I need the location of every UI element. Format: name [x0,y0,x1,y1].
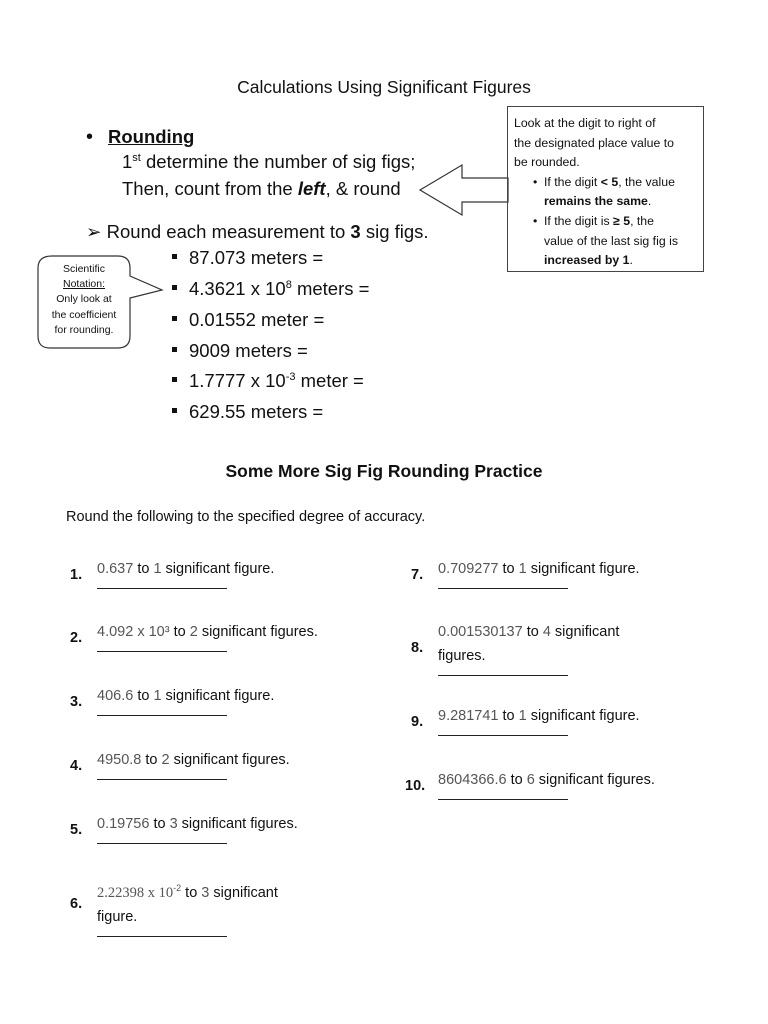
measurement-item: 87.073 meters = [172,247,323,269]
measurement-item: 9009 meters = [172,340,308,362]
callout-text: Scientific Notation: Only look at the coefficient for rounding. [51,263,117,336]
tip-arrow [418,163,510,219]
practice-heading: Some More Sig Fig Rounding Practice [225,461,543,481]
answer-blank[interactable] [97,936,227,937]
answer-blank[interactable] [97,843,227,844]
rounding-tip-box [507,106,704,272]
arrow-bullet-icon: ➢ [86,221,102,242]
measurement-item: 4.3621 x $10^8$ meters = [172,278,369,300]
answer-blank[interactable] [97,651,227,652]
rounding-heading: Rounding [108,126,195,147]
answer-blank[interactable] [97,715,227,716]
measurement-item: 629.55 meters = [172,401,323,423]
rounding-bullet: • [86,126,94,148]
measurement-item: 1.7777 x $10^{-3}$ meter = [172,370,364,392]
page-title: Calculations Using Significant Figures [237,77,531,97]
answer-blank[interactable] [97,588,227,589]
measurement-item: 0.01552 meter = [172,309,324,331]
rounding-step-2: Then, count from the left, & round [122,178,401,199]
tip-intro-1: Look at the digit to right of [514,116,656,130]
tip-intro-2: the designated place value to [514,135,674,150]
practice-instruction: Round the following to the specified degree of accuracy. [66,509,426,525]
tip-rule-at-least-5: • If the digit is ≥ 5, the value of the last sig fig is increased by 1. [533,213,678,268]
tip-intro-3: be rounded. [514,155,580,170]
rounding-step-1: 1st determine the number of sig figs; [122,151,416,172]
tip-rule-less-than-5: • If the digit < 5, the value remains the same. [533,174,675,209]
answer-blank[interactable] [438,799,568,800]
round-instruction: ➢ Round each measurement to 3 sig figs. [86,221,429,242]
answer-blank[interactable] [97,779,227,780]
answer-blank[interactable] [438,588,568,589]
answer-blank[interactable] [438,675,568,676]
answer-blank[interactable] [438,735,568,736]
